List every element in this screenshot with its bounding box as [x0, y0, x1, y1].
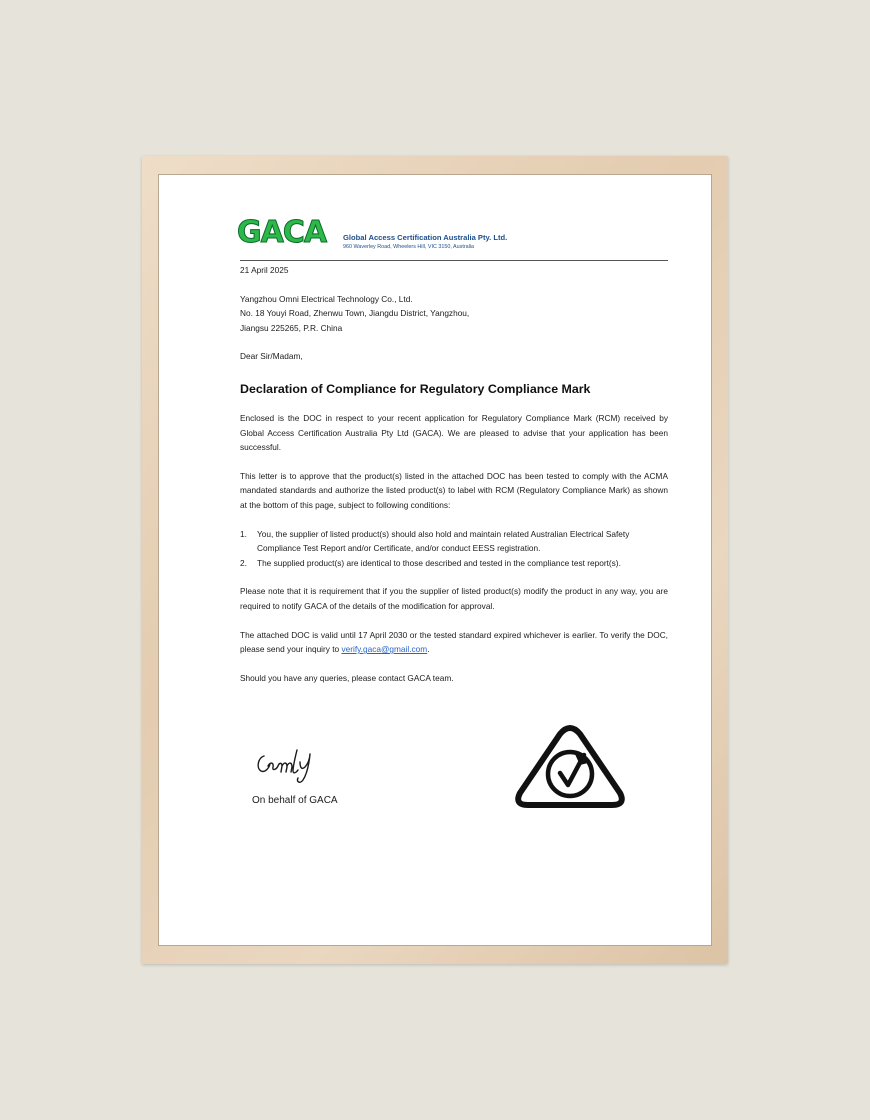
verify-email-link[interactable]: verify.gaca@gmail.com [341, 644, 428, 655]
list-number: 2. [240, 557, 247, 568]
letter-date: 21 April 2025 [240, 265, 289, 275]
conditions-list [240, 527, 668, 571]
letter-body [237, 215, 668, 685]
gaca-logo: GACA [237, 215, 327, 250]
salutation: Dear Sir/Madam, [240, 351, 303, 362]
company-name: Global Access Certification Australia Pty. Ltd. [343, 233, 508, 242]
paragraph-closing: Should you have any queries, please contact GACA team. [240, 672, 454, 683]
list-text: The supplied product(s) are identical to those described and tested in the compliance test report(s). [257, 557, 621, 568]
paragraph-approval: This letter is to approve that the product(s) listed in the attached DOC has been tested to comply with the ACMA mandated standards and authorize the listed product(s) to label with RCM (Regulatory Compliance Mark) as shown at the bottom of this page, subject to following conditions: [240, 470, 668, 510]
signature [252, 742, 324, 789]
rcm-mark-icon [514, 725, 626, 814]
letter-title: Declaration of Compliance for Regulatory Compliance Mark [240, 381, 591, 396]
validity-text: The attached DOC is valid until 17 April 2030 or the tested standard expired whichever is earlier. To verify the DOC, please send your inquiry to [240, 629, 668, 655]
recipient-line: Jiangsu 225265, P.R. China [240, 322, 343, 333]
paragraph-modification: Please note that it is requirement that if you the supplier of listed product(s) modify the product in any way, you are required to notify GACA of the details of the modification for approval. [240, 586, 668, 611]
list-number: 1. [240, 528, 247, 539]
recipient-line: No. 18 Youyi Road, Zhenwu Town, Jiangdu District, Yangzhou, [240, 308, 470, 319]
list-item [240, 556, 668, 571]
paragraph-application: Enclosed is the DOC in respect to your recent application for Regulatory Compliance Mark (RCM) received by Global Access Certification Australia Pty Ltd (GACA). We are pleased to advise that your application has been successful. [240, 412, 668, 453]
signature-mark [252, 742, 324, 784]
recipient-address [240, 292, 668, 336]
list-text: You, the supplier of listed product(s) should also hold and maintain related Australian Electrical Safety Compliance Test Report and/or Certificate, and/or conduct EESS registration. [257, 528, 630, 554]
on-behalf-label: On behalf of GACA [252, 795, 338, 806]
validity-end: . [427, 644, 430, 655]
letterhead [237, 215, 668, 261]
paragraph-validity [240, 628, 668, 657]
company-address: 960 Waverley Road, Wheelers Hill, VIC 3150, Australia [343, 244, 475, 250]
recipient-line: Yangzhou Omni Electrical Technology Co., Ltd. [240, 293, 413, 304]
list-item [240, 527, 668, 556]
